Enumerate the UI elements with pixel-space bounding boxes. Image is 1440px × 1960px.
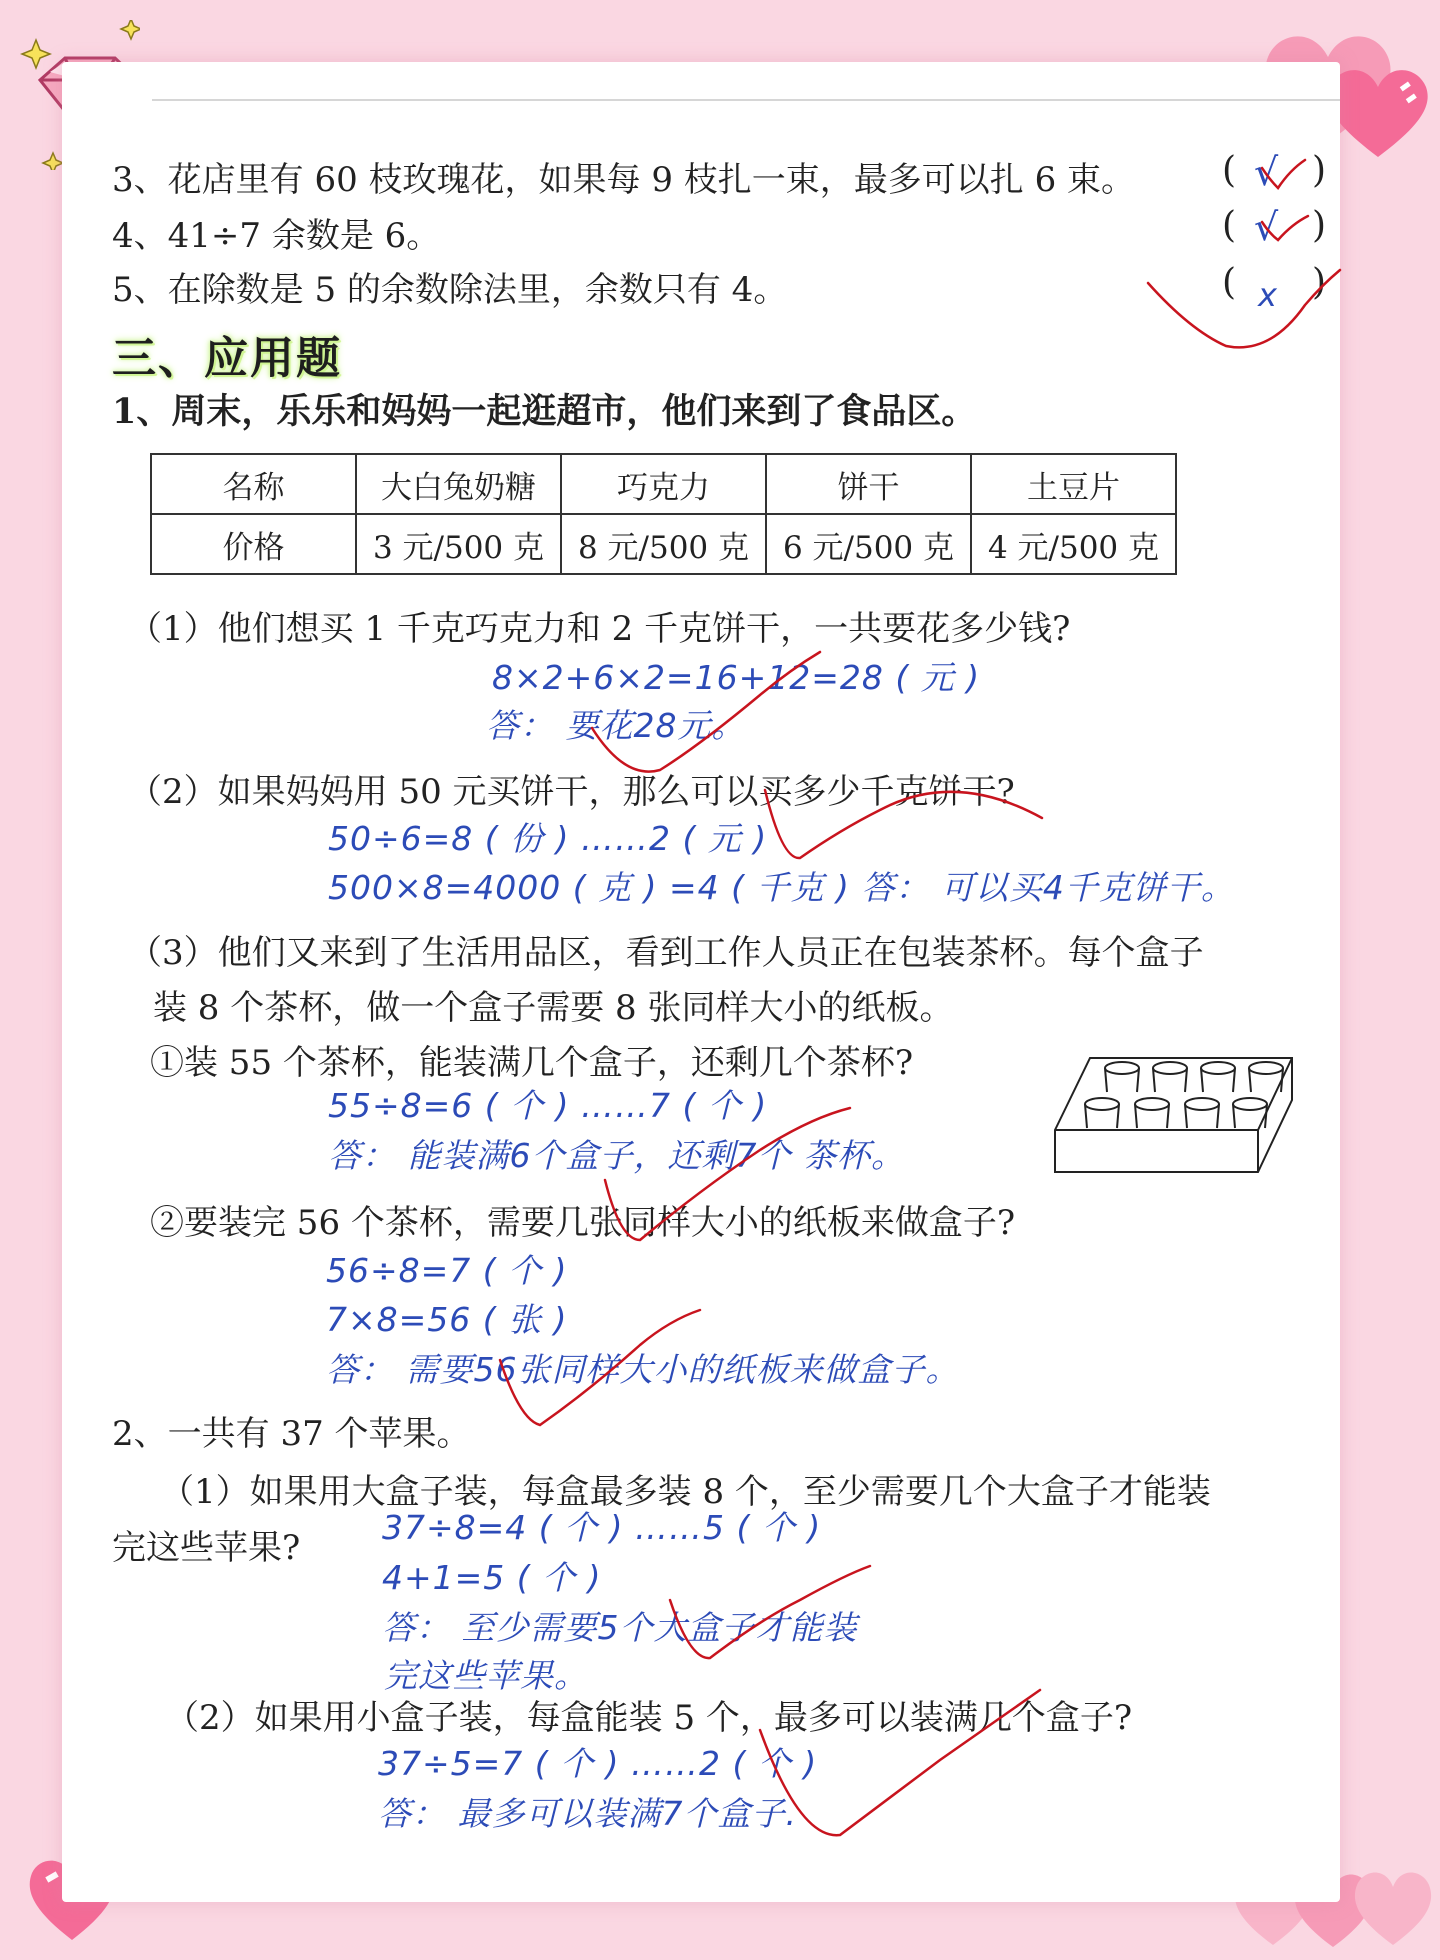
p1-q3-sub1-text: ①装 55 个茶杯，能装满几个盒子，还剩几个茶杯? xyxy=(150,1043,914,1083)
judge-q3-paren-open: ( xyxy=(1222,150,1237,191)
table-header-cell: 名称 xyxy=(151,454,356,514)
judge-q5-text: 5、在除数是 5 的余数除法里，余数只有 4。 xyxy=(112,270,788,310)
judge-q4-paren-open: ( xyxy=(1222,205,1237,246)
p1-q2-text: （2）如果妈妈用 50 元买饼干，那么可以买多少千克饼干? xyxy=(128,772,1015,812)
p1-q3-sub2-work1: 56÷8=7 ( 个 ) xyxy=(326,1251,568,1290)
judge-q3-mark: √ xyxy=(1254,150,1280,194)
p1-q3-sub2-text: ②要装完 56 个茶杯，需要几张同样大小的纸板来做盒子? xyxy=(150,1203,1016,1243)
p1-q1-work: 8×2+6×2=16+12=28 ( 元 ) xyxy=(492,658,981,697)
check-mark-p2-q2 xyxy=(760,1690,1040,1835)
table-cell: 6 元/500 克 xyxy=(766,514,971,574)
p1-q3-sub2-answer: 答： 需要56张同样大小的纸板来做盒子。 xyxy=(326,1350,960,1389)
table-header-cell: 大白兔奶糖 xyxy=(356,454,561,514)
p1-q1-answer: 答： 要花28元。 xyxy=(486,706,746,745)
judge-q5-mark: x xyxy=(1258,276,1278,314)
check-mark-p1-q2 xyxy=(765,790,1042,858)
table-cell: 3 元/500 克 xyxy=(356,514,561,574)
p1-q3-sub1-answer: 答： 能装满6个盒子，还剩7个 茶杯。 xyxy=(328,1136,905,1175)
check-mark-p1-q1 xyxy=(592,652,820,772)
p2-q2-text: （2）如果用小盒子装，每盒能装 5 个，最多可以装满几个盒子? xyxy=(165,1698,1133,1738)
p2-q1-work2: 4+1=5 ( 个 ) xyxy=(382,1558,602,1597)
p1-q3-sub1-work: 55÷8=6 ( 个 ) ……7 ( 个 ) xyxy=(328,1086,768,1125)
check-mark-p1-sub1 xyxy=(605,1108,850,1240)
p2-q1-answer2: 完这些苹果。 xyxy=(384,1656,588,1695)
table-cell: 8 元/500 克 xyxy=(561,514,766,574)
p2-q1-work1: 37÷8=4 ( 个 ) ……5 ( 个 ) xyxy=(382,1508,822,1547)
p2-q1-text2: 完这些苹果? xyxy=(112,1528,301,1568)
table-cell: 价格 xyxy=(151,514,356,574)
table-header-cell: 巧克力 xyxy=(561,454,766,514)
p1-q2-work1: 50÷6=8 ( 份 ) ……2 ( 元 ) xyxy=(328,819,768,858)
check-mark-q4 xyxy=(1262,216,1308,240)
judge-q5-paren-close: ) xyxy=(1312,262,1327,303)
check-mark-p2-q1 xyxy=(670,1566,870,1658)
judge-q4-paren-close: ) xyxy=(1312,205,1327,246)
judge-q4-text: 4、41÷7 余数是 6。 xyxy=(112,216,441,256)
table-cell: 4 元/500 克 xyxy=(971,514,1176,574)
check-mark-p1-sub2 xyxy=(500,1310,700,1425)
judge-q4-mark: √ xyxy=(1254,205,1280,249)
p2-q2-answer: 答： 最多可以装满7个盒子. xyxy=(378,1794,797,1833)
p1-title: 1、周末，乐乐和妈妈一起逛超市，他们来到了食品区。 xyxy=(112,391,977,432)
table-header-cell: 土豆片 xyxy=(971,454,1176,514)
table-header-cell: 饼干 xyxy=(766,454,971,514)
p2-title: 2、一共有 37 个苹果。 xyxy=(112,1414,471,1454)
judge-q3-text: 3、花店里有 60 枝玫瑰花，如果每 9 枝扎一束，最多可以扎 6 束。 xyxy=(112,160,1136,200)
p2-q2-work: 37÷5=7 ( 个 ) ……2 ( 个 ) xyxy=(378,1744,818,1783)
cross-arc-q5 xyxy=(1148,270,1340,347)
p1-q2-work2: 500×8=4000 ( 克 ) =4 ( 千克 ) 答： 可以买4千克饼干。 xyxy=(328,868,1235,907)
p1-q3-text2: 装 8 个茶杯，做一个盒子需要 8 张同样大小的纸板。 xyxy=(153,988,954,1028)
p2-q1-answer1: 答： 至少需要5个大盒子才能装 xyxy=(382,1608,858,1647)
p1-q3-text1: （3）他们又来到了生活用品区，看到工作人员正在包装茶杯。每个盒子 xyxy=(128,933,1204,973)
check-mark-q3 xyxy=(1262,160,1305,188)
p1-q1-text: （1）他们想买 1 千克巧克力和 2 千克饼干，一共要花多少钱? xyxy=(128,609,1071,649)
p1-q3-sub2-work2: 7×8=56 ( 张 ) xyxy=(326,1300,568,1339)
judge-q3-paren-close: ) xyxy=(1312,150,1327,191)
section-title: 三、应用题 xyxy=(112,333,342,384)
p2-q1-text1: （1）如果用大盒子装，每盒最多装 8 个，至少需要几个大盒子才能装 xyxy=(160,1472,1211,1512)
judge-q5-paren-open: ( xyxy=(1222,262,1237,303)
